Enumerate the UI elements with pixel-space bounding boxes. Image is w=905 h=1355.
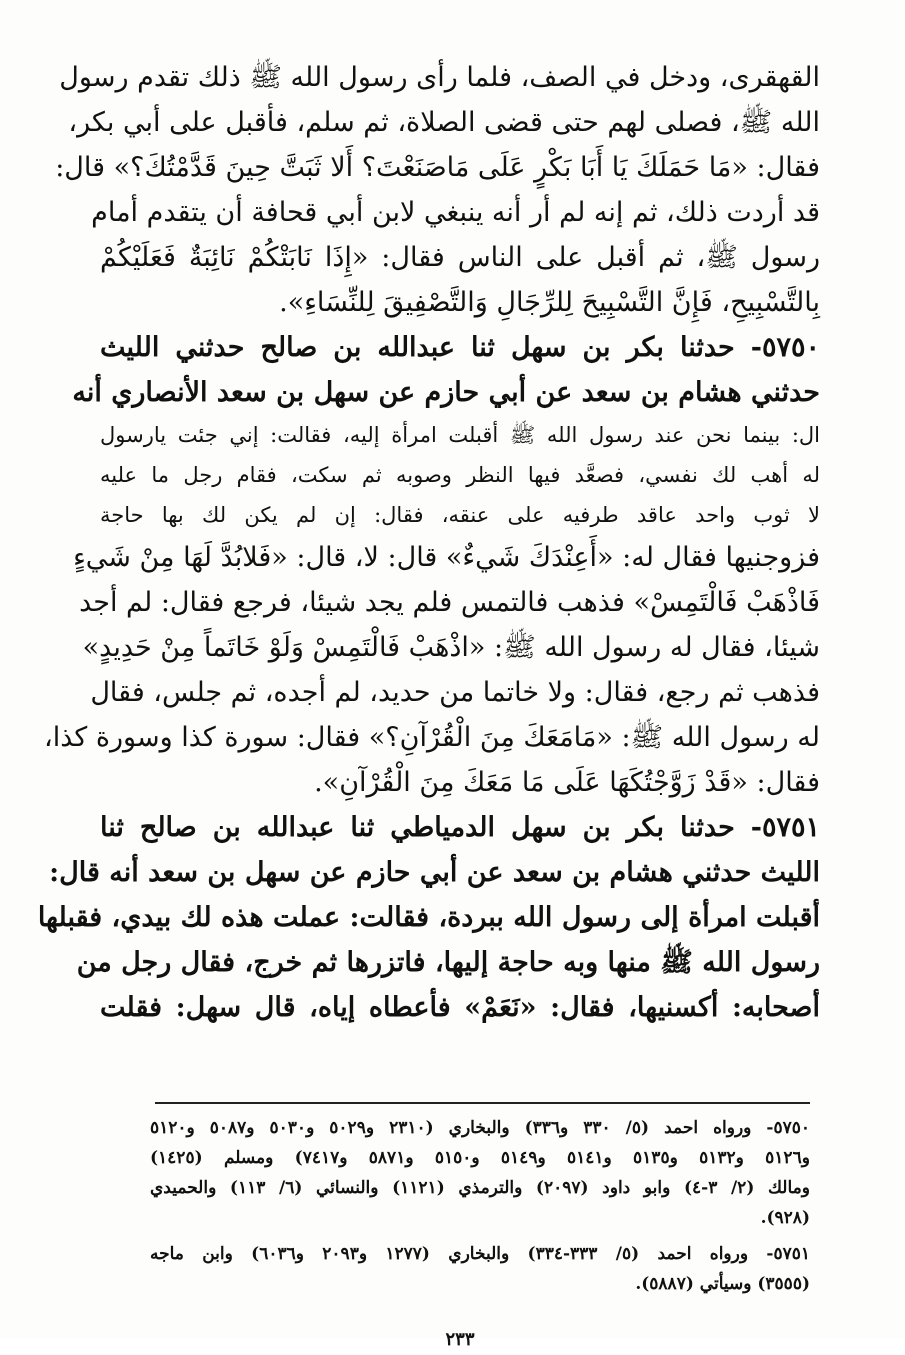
footnote-line: و٥١٢٦ و٥١٣٢ و٥١٣٥ و٥١٤١ و٥١٤٩ و٥١٥٠ و٥٨٧١ و٧٤١٧) ومسلم (١٤٢٥) bbox=[150, 1148, 810, 1168]
text-line: ال: بينما نحن عند رسول الله ﷺ أقبلت امرأة إليه، فقالت: إني جئت يارسول bbox=[100, 423, 820, 447]
text-line: الله ﷺ، فصلى لهم حتى قضى الصلاة، ثم سلم، فأقبل على أبي بكر، bbox=[68, 107, 820, 138]
text-line: فزوجنيها فقال له: «أَعِنْدَكَ شَيءٌ» قال: لا، قال: «فَلابُدَّ لَهَا مِنْ شَيءٍ bbox=[73, 542, 820, 573]
footnote-line: ومالك (٢/ ٣-٤) وابو داود (٢٠٩٧) والترمذي (١١٢١) والنسائي (٦/ ١١٣) والحميدي bbox=[150, 1178, 810, 1198]
text-line: أقبلت امرأة إلى رسول الله ببردة، فقالت: عملت هذه لك بيدي، فقبلها bbox=[37, 902, 820, 933]
text-line: فَاذْهَبْ فَالْتَمِسْ» فذهب فالتمس فلم يجد شيئا، فرجع فقال: لم أجد bbox=[79, 587, 820, 618]
text-line: القهقرى، ودخل في الصف، فلما رأى رسول الله ﷺ ذلك تقدم رسول bbox=[59, 62, 820, 93]
footnote-line: ٥٧٥١- ورواه احمد (٥/ ٣٣٣-٣٣٤) والبخاري (١٢٧٧ و٢٠٩٣ و٦٠٣٦) وابن ماجه bbox=[150, 1244, 810, 1264]
hadith-heading-5750: ٥٧٥٠- حدثنا بكر بن سهل ثنا عبدالله بن صالح حدثني الليث bbox=[100, 332, 820, 363]
footnote-separator bbox=[155, 1102, 810, 1104]
text-line: فقال: «مَا حَمَلَكَ يَا أَبَا بَكْرٍ عَلَى مَاصَنَعْتَ؟ أَلا ثَبَتَّ حِينَ قَدَّمْتُكَ؟» قال: bbox=[55, 152, 820, 183]
text-line: له رسول الله ﷺ: «مَامَعَكَ مِنَ الْقُرْآنِ؟» فقال: سورة كذا وسورة كذا، bbox=[44, 722, 820, 753]
text-line: الليث حدثني هشام بن سعد عن أبي حازم عن سهل بن سعد أنه قال: bbox=[49, 857, 820, 888]
text-line: فذهب ثم رجع، فقال: ولا خاتما من حديد، لم أجده، ثم جلس، فقال bbox=[90, 677, 820, 708]
text-line: شيئا، فقال له رسول الله ﷺ: «اذْهَبْ فَالْتَمِسْ وَلَوْ خَاتَماً مِنْ حَدِيدٍ» bbox=[82, 632, 820, 663]
footnote-line: ٥٧٥٠- ورواه احمد (٥/ ٣٣٠ و٣٣٦) والبخاري (٢٣١٠ و٥٠٢٩ و٥٠٣٠ و٥٠٨٧ و٥١٢٠ bbox=[150, 1118, 810, 1138]
text-line: حدثني هشام بن سعد عن أبي حازم عن سهل بن سعد الأنصاري أنه bbox=[72, 377, 820, 408]
text-line: فقال: «قَدْ زَوَّجْتُكَهَا عَلَى مَا مَعَكَ مِنَ الْقُرْآنِ». bbox=[314, 767, 820, 798]
footnotes bbox=[150, 1113, 810, 1299]
text-line: بِالتَّسْبِيحِ، فَإِنَّ التَّسْبِيحَ لِلرِّجَالِ وَالتَّصْفِيقَ لِلنِّسَاءِ». bbox=[279, 287, 820, 318]
text-line: أصحابه: أكسنيها، فقال: «نَعَمْ» فأعطاه إياه، قال سهل: فقلت bbox=[100, 992, 820, 1023]
text-line: لا ثوب واحد عاقد طرفيه على عنقه، فقال: إن لم يكن لك بها حاجة bbox=[100, 503, 820, 527]
footnote-line: (٩٢٨). bbox=[760, 1208, 810, 1228]
main-text bbox=[37, 55, 820, 1030]
footnote-line: (٣٥٥٥) وسيأتي (٥٨٨٧). bbox=[635, 1274, 810, 1294]
text-line: قد أردت ذلك، ثم إنه لم أر أنه ينبغي لابن أبي قحافة أن يتقدم أمام bbox=[91, 197, 820, 228]
text-line: له أهب لك نفسي، فصعَّد فيها النظر وصوبه ثم سكت، فقام رجل ما عليه bbox=[100, 463, 820, 487]
page-number: ٢٣٣ bbox=[445, 1329, 475, 1350]
text-line: رسول ﷺ، ثم أقبل على الناس فقال: «إِذَا نَابَتْكُمْ نَائِبَةٌ فَعَلَيْكُمْ bbox=[100, 242, 820, 273]
text-line: رسول الله ﷺ منها وبه حاجة إليها، فاتزرها ثم خرج، فقال رجل من bbox=[76, 947, 820, 978]
hadith-heading-5751: ٥٧٥١- حدثنا بكر بن سهل الدمياطي ثنا عبدالله بن صالح ثنا bbox=[100, 812, 820, 843]
